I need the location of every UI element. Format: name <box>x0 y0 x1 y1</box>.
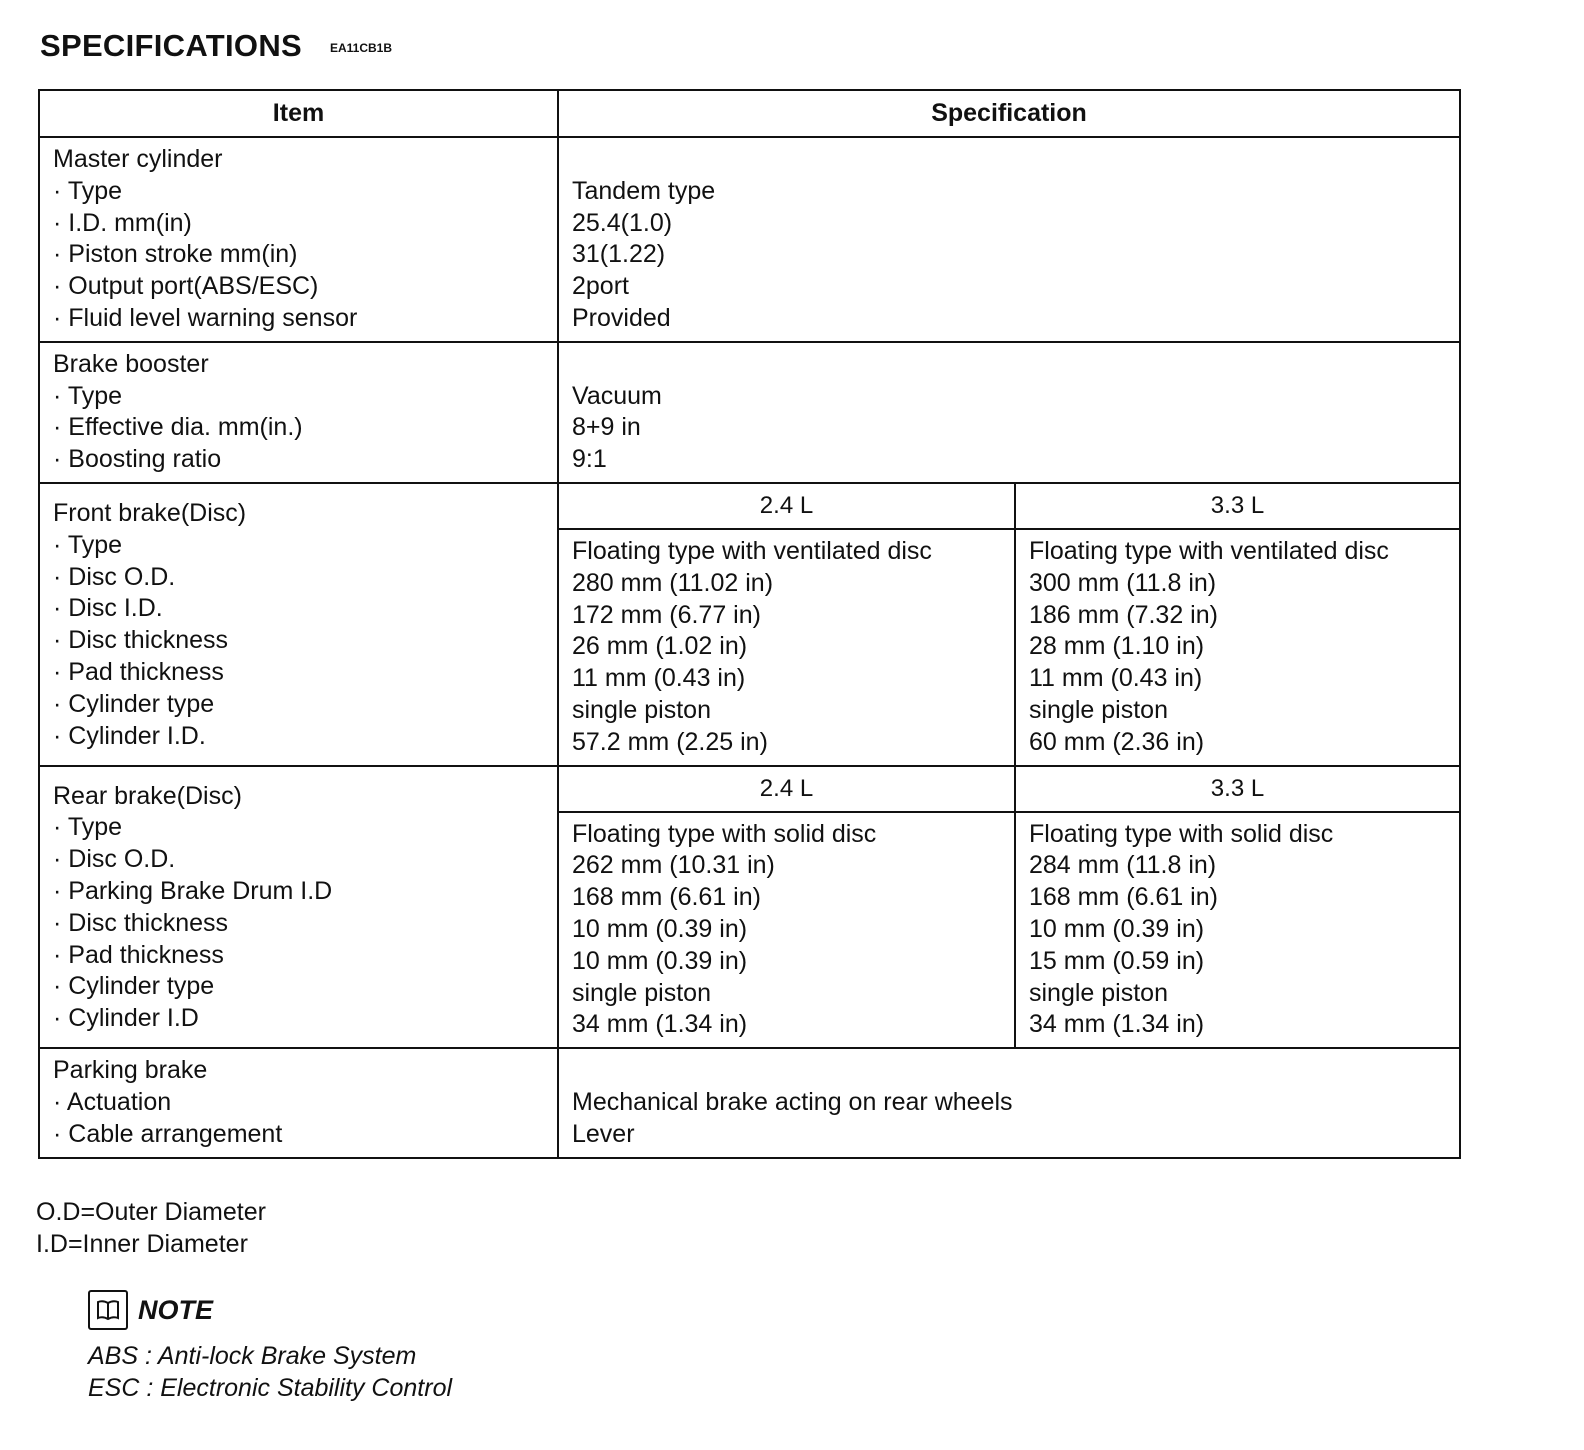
item-line: · Fluid level warning sensor <box>53 303 358 332</box>
footnote-line: O.D=Outer Diameter <box>36 1198 266 1226</box>
footnote-line: I.D=Inner Diameter <box>36 1230 248 1258</box>
spec-cell-2-4 <box>558 812 1015 1049</box>
spec-line: 57.2 mm (2.25 in) <box>572 727 768 756</box>
spec-cell <box>558 1048 1460 1157</box>
item-line: · Type <box>53 813 123 842</box>
spec-line: 11 mm (0.43 in) <box>1029 664 1203 693</box>
spec-line: 28 mm (1.10 in) <box>1029 632 1205 661</box>
item-line: · Disc thickness <box>53 908 229 937</box>
table-row-front-brake-head <box>39 483 1460 529</box>
spec-line: Vacuum <box>572 381 662 410</box>
book-icon <box>88 1290 128 1330</box>
spec-line: Floating type with ventilated disc <box>572 536 932 565</box>
spec-line: 9:1 <box>572 445 607 474</box>
spec-line: Floating type with solid disc <box>572 819 877 848</box>
spec-cell-3-3 <box>1015 529 1460 766</box>
spec-line: 34 mm (1.34 in) <box>1029 1010 1205 1039</box>
engine-header-3-3: 3.3 L <box>1015 483 1460 529</box>
item-line: · Cylinder I.D <box>53 1004 199 1033</box>
item-line: · Disc thickness <box>53 626 229 655</box>
item-line: · Pad thickness <box>53 940 224 969</box>
spec-line: 186 mm (7.32 in) <box>1029 600 1218 629</box>
item-line: · Cylinder type <box>53 972 215 1001</box>
spec-line: 15 mm (0.59 in) <box>1029 946 1205 975</box>
item-line: · Type <box>53 176 123 205</box>
item-line: · Disc O.D. <box>53 845 176 874</box>
table-row-rear-brake-head <box>39 766 1460 812</box>
spec-cell-2-4 <box>558 529 1015 766</box>
item-line: · Effective dia. mm(in.) <box>53 413 303 442</box>
note-line: ABS : Anti-lock Brake System <box>88 1342 417 1370</box>
spec-line: 8+9 in <box>572 413 641 442</box>
header-specification: Specification <box>558 90 1460 137</box>
spec-table <box>38 89 1461 1159</box>
item-line: · Disc O.D. <box>53 562 176 591</box>
item-cell <box>39 766 558 1049</box>
table-row-brake-booster <box>39 342 1460 483</box>
spec-cell <box>558 137 1460 342</box>
item-line: · Parking Brake Drum I.D <box>53 876 333 905</box>
spec-line: single piston <box>572 695 711 724</box>
spec-cell-3-3 <box>1015 812 1460 1049</box>
item-line: · Pad thickness <box>53 657 224 686</box>
spec-line: 280 mm (11.02 in) <box>572 568 774 597</box>
spec-line: single piston <box>1029 978 1168 1007</box>
item-cell <box>39 1048 558 1157</box>
doc-code: EA11CB1B <box>329 40 393 55</box>
item-line: · Disc I.D. <box>53 594 163 623</box>
spec-line: 31(1.22) <box>572 240 666 269</box>
spec-line: 284 mm (11.8 in) <box>1029 851 1217 880</box>
spec-line: 262 mm (10.31 in) <box>572 851 775 880</box>
title-text: SPECIFICATIONS <box>40 28 302 63</box>
item-line: · Cable arrangement <box>53 1119 283 1148</box>
footnotes <box>36 1196 266 1260</box>
item-line: Front brake(Disc) <box>53 498 247 527</box>
item-line: · Piston stroke mm(in) <box>53 240 298 269</box>
item-cell <box>39 137 558 342</box>
engine-header-3-3: 3.3 L <box>1015 766 1460 812</box>
spec-line: 10 mm (0.39 in) <box>1029 914 1205 943</box>
header-item: Item <box>39 90 558 137</box>
item-line: Master cylinder <box>53 145 223 173</box>
item-line: · Output port(ABS/ESC) <box>53 272 319 301</box>
table-row-parking-brake <box>39 1048 1460 1157</box>
table-header-row <box>39 90 1460 137</box>
spec-line: Mechanical brake acting on rear wheels <box>572 1087 1013 1116</box>
spec-line: Floating type with solid disc <box>1029 819 1334 848</box>
item-line: · I.D. mm(in) <box>53 208 192 237</box>
item-line: · Actuation <box>53 1087 172 1116</box>
spec-line: Provided <box>572 303 671 332</box>
spec-line: 25.4(1.0) <box>572 208 673 237</box>
item-line: · Cylinder I.D. <box>53 721 206 750</box>
spec-line: 168 mm (6.61 in) <box>572 883 761 912</box>
spec-line: 10 mm (0.39 in) <box>572 914 748 943</box>
note-body <box>88 1340 452 1404</box>
item-line: Rear brake(Disc) <box>53 781 242 810</box>
spec-line: Tandem type <box>572 176 716 205</box>
item-line: · Type <box>53 530 123 559</box>
note-line: ESC : Electronic Stability Control <box>88 1374 453 1402</box>
spec-line: 168 mm (6.61 in) <box>1029 883 1218 912</box>
spec-line: 34 mm (1.34 in) <box>572 1010 748 1039</box>
spec-line: single piston <box>1029 695 1168 724</box>
spec-line: 172 mm (6.77 in) <box>572 600 761 629</box>
table-row-master-cylinder <box>39 137 1460 342</box>
item-cell <box>39 342 558 483</box>
spec-cell <box>558 342 1460 483</box>
note-label: NOTE <box>138 1294 214 1325</box>
spec-line: 26 mm (1.02 in) <box>572 632 748 661</box>
spec-line: 300 mm (11.8 in) <box>1029 568 1217 597</box>
item-line: · Type <box>53 381 123 410</box>
spec-line: 60 mm (2.36 in) <box>1029 727 1205 756</box>
spec-line: Floating type with ventilated disc <box>1029 536 1389 565</box>
spec-line: 2port <box>572 272 629 301</box>
spec-line: 10 mm (0.39 in) <box>572 946 748 975</box>
item-line: · Cylinder type <box>53 689 215 718</box>
item-cell <box>39 483 558 766</box>
engine-header-2-4: 2.4 L <box>558 483 1015 529</box>
spec-line: single piston <box>572 978 711 1007</box>
engine-header-2-4: 2.4 L <box>558 766 1015 812</box>
item-line: Parking brake <box>53 1056 208 1085</box>
item-line: Brake booster <box>53 349 209 378</box>
page-title <box>40 28 392 64</box>
note-heading <box>88 1290 213 1330</box>
spec-line: 11 mm (0.43 in) <box>572 664 746 693</box>
spec-line: Lever <box>572 1119 635 1148</box>
item-line: · Boosting ratio <box>53 445 222 474</box>
